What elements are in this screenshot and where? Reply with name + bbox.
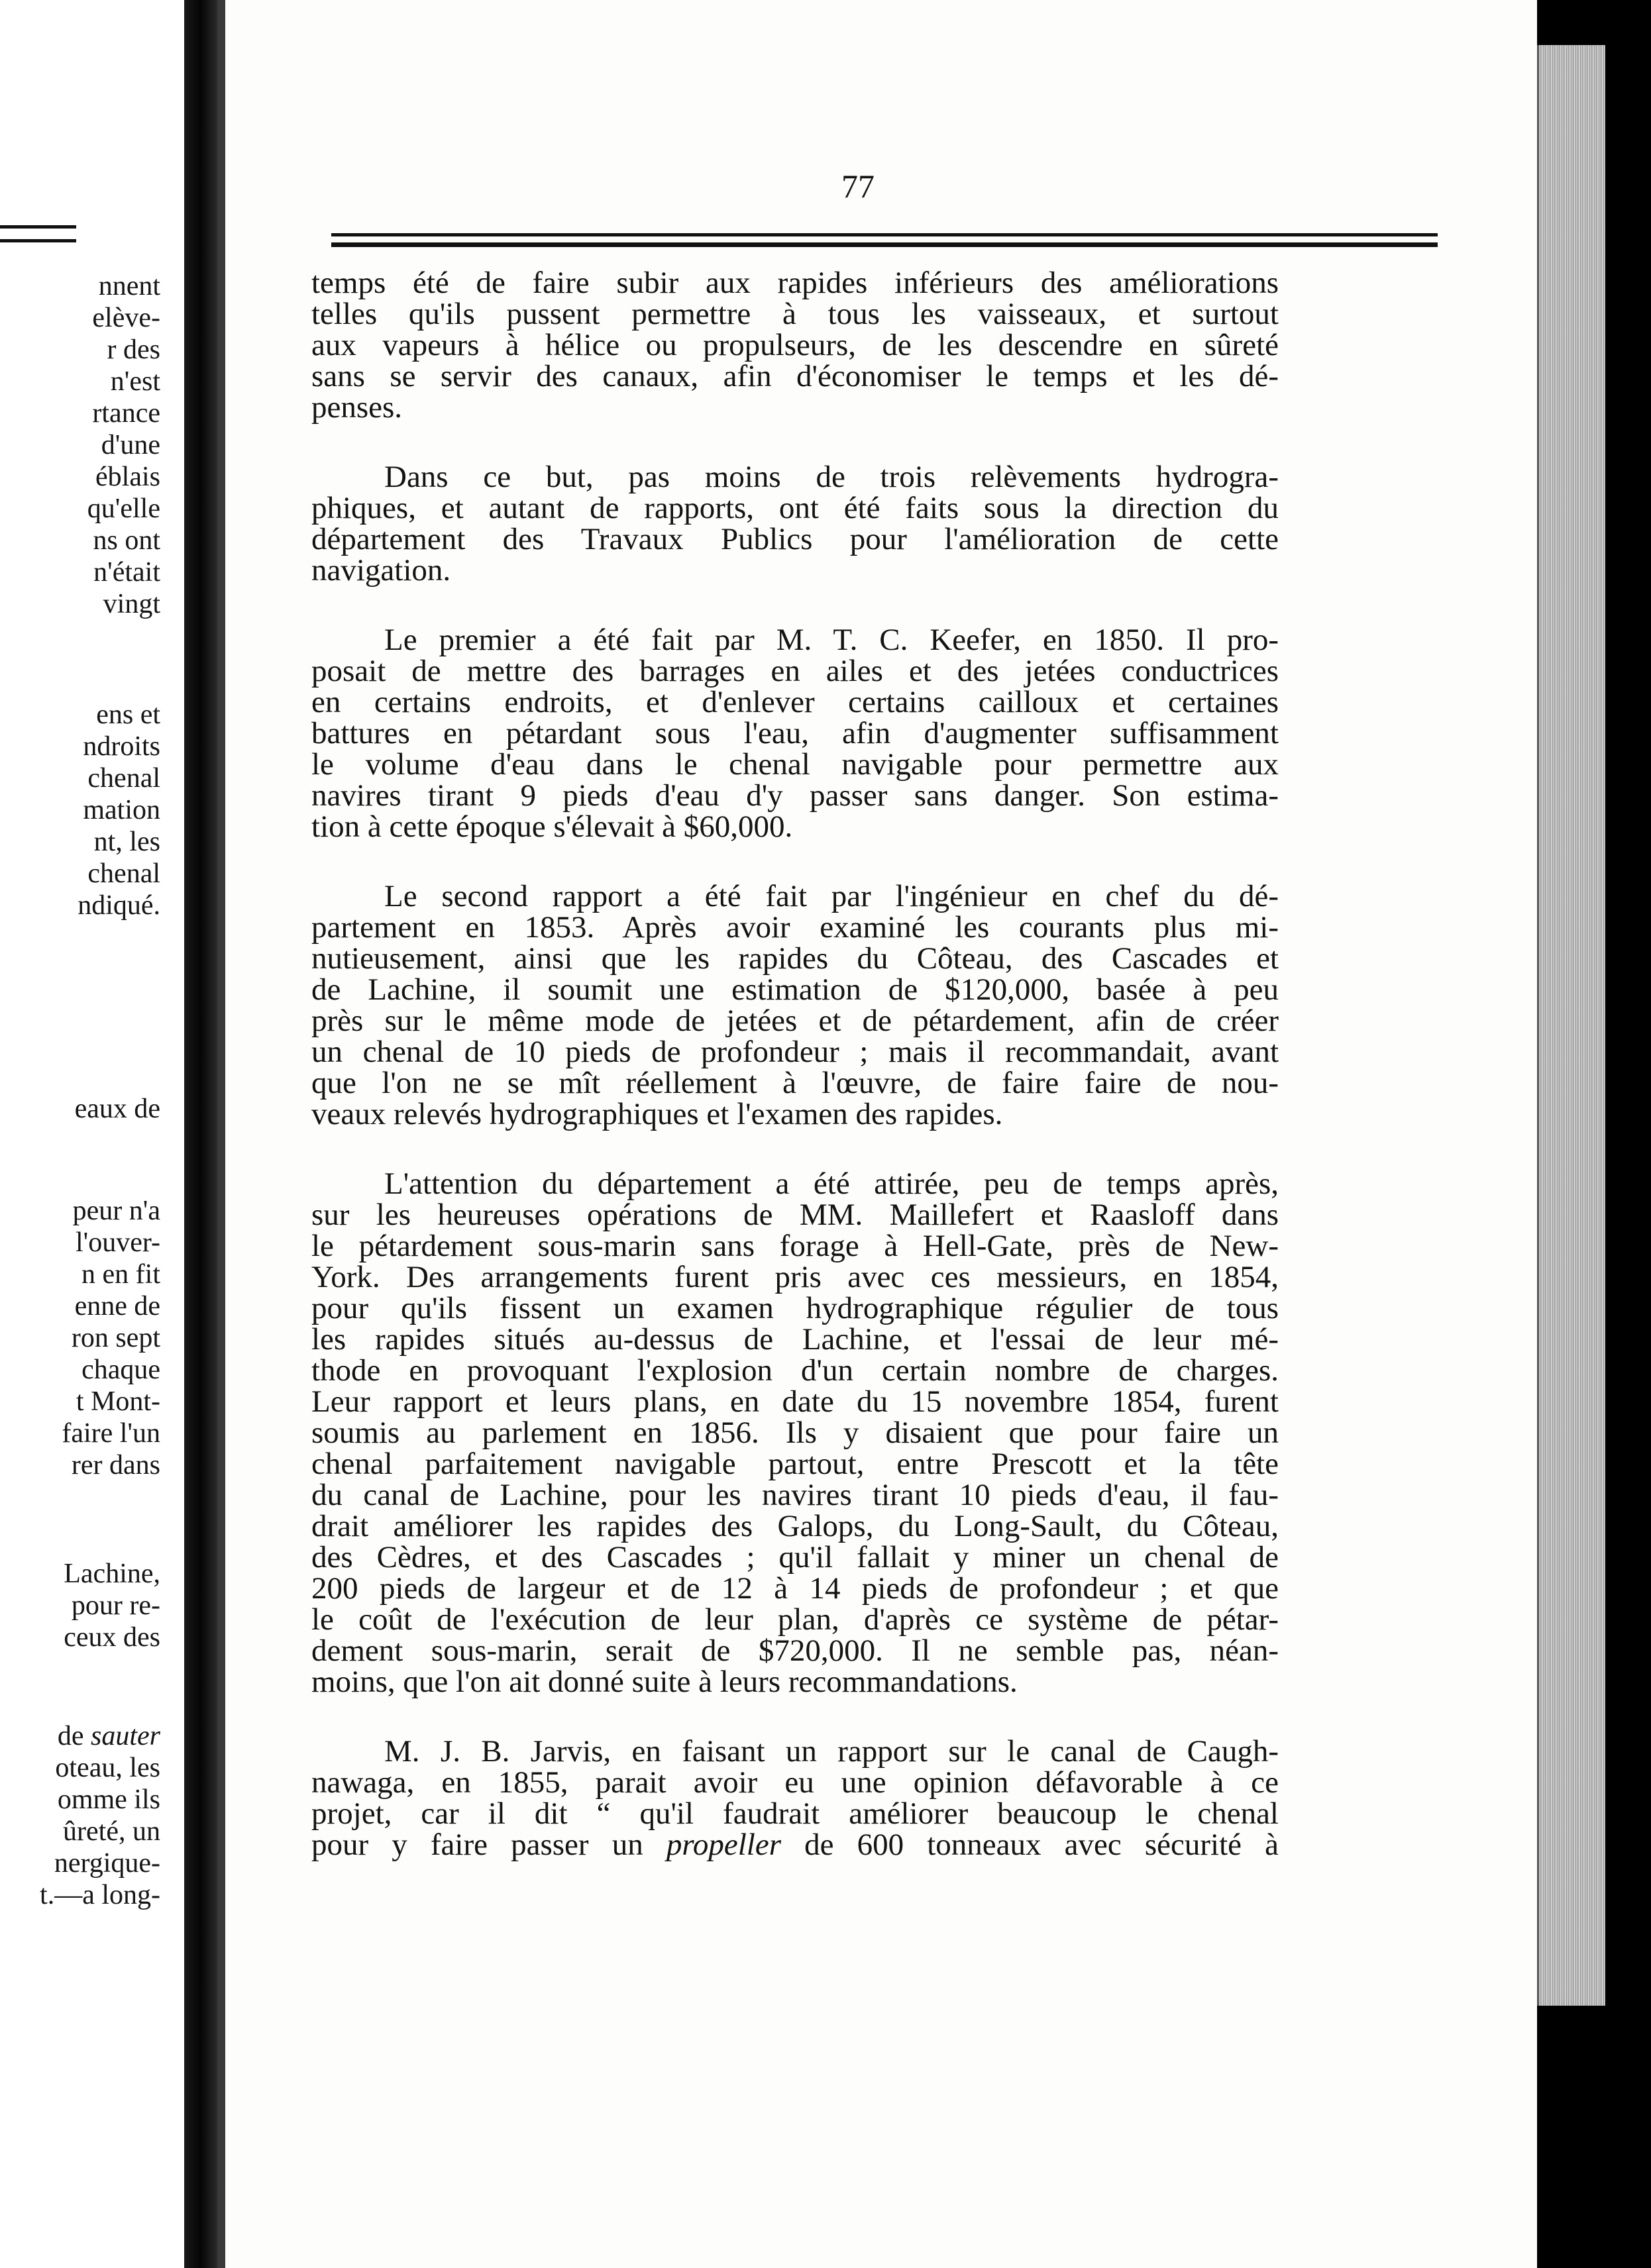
left-page-fragment: nnent (98, 271, 160, 301)
left-page-fragment: mation (83, 795, 160, 825)
left-header-rule (0, 225, 76, 242)
left-page-fragment: éblais (95, 462, 160, 492)
left-page-fragment: ceux des (64, 1622, 160, 1653)
text-line: L'attention du département a été attirée, peu de temps après, (384, 1166, 1279, 1201)
text-line: des Cèdres, et des Cascades ; qu'il fallait y miner un chenal de (311, 1540, 1279, 1574)
left-page-fragment: ûreté, un (63, 1816, 160, 1847)
text-line: chenal parfaitement navigable partout, entre Prescott et la tête (311, 1447, 1279, 1481)
left-page-fragment: nergique- (54, 1848, 160, 1879)
left-page-fragment: n'est (110, 366, 160, 397)
paragraph-1 (311, 268, 1279, 423)
text-line: thode en provoquant l'explosion d'un certain nombre de charges. (311, 1353, 1279, 1388)
left-page-fragment: rer dans (71, 1450, 160, 1480)
left-page-fragment: peur n'a (72, 1196, 160, 1226)
text-line: penses. (311, 390, 403, 425)
left-page-fragment: de sauter (57, 1721, 160, 1751)
header-rule-thin (331, 233, 1438, 236)
text-line: partement en 1853. Après avoir examiné les courants plus mi- (311, 910, 1279, 945)
left-page-fragment: eaux de (74, 1094, 160, 1124)
left-page-fragment: enne de (74, 1291, 160, 1321)
left-page-fragment: pour re- (71, 1590, 160, 1621)
left-page-fragment: ron sept (71, 1323, 160, 1353)
text-line: telles qu'ils pussent permettre à tous les vaisseaux, et surtout (311, 297, 1279, 331)
book-binding (184, 0, 217, 2268)
left-page-fragment: t.—a long- (40, 1880, 160, 1910)
text-line: drait améliorer les rapides des Galops, du Long-Sault, du Côteau, (311, 1509, 1279, 1543)
left-page-fragment: n'était (93, 557, 160, 588)
left-page-fragment: vingt (103, 589, 160, 619)
text-line: sur les heureuses opérations de MM. Maillefert et Raasloff dans (311, 1198, 1279, 1232)
italic-word: propeller (666, 1828, 782, 1862)
text-line: projet, car il dit “ qu'il faudrait améliorer beaucoup le chenal (311, 1796, 1279, 1831)
text-line: nutieusement, ainsi que les rapides du Côteau, des Cascades et (311, 941, 1279, 976)
text-line: dement sous-marin, serait de $720,000. Il ne semble pas, néan- (311, 1633, 1279, 1668)
text-line: phiques, et autant de rapports, ont été faits sous la direction du (311, 491, 1279, 525)
left-page-fragment: n en fit (81, 1259, 160, 1290)
left-page-fragment: t Mont- (76, 1386, 160, 1417)
left-page-fragment: rtance (92, 398, 160, 429)
text-line: le volume d'eau dans le chenal navigable pour permettre aux (311, 747, 1279, 782)
left-page-fragment: ens et (96, 699, 160, 730)
text-line: nawaga, en 1855, parait avoir eu une opinion défavorable à ce (311, 1765, 1279, 1800)
header-rule-thick (331, 242, 1438, 247)
text-line: navigation. (311, 553, 451, 588)
text-line: les rapides situés au-dessus de Lachine, et l'essai de leur mé- (311, 1322, 1279, 1357)
text-line: un chenal de 10 pieds de profondeur ; mais il recommandait, avant (311, 1035, 1279, 1069)
left-page-fragment: chenal (87, 858, 160, 889)
left-page-fragment: faire l'un (62, 1418, 160, 1449)
left-page-fragment: chenal (87, 763, 160, 794)
text-line: le pétardement sous-marin sans forage à Hell-Gate, près de New- (311, 1229, 1279, 1263)
left-page-fragment: omme ils (57, 1784, 160, 1815)
text-line: 200 pieds de largeur et de 12 à 14 pieds de profondeur ; et que (311, 1571, 1279, 1606)
page-edges (1537, 45, 1605, 2006)
text-line: Dans ce but, pas moins de trois relèvements hydrogra- (384, 460, 1279, 494)
text-line: pour qu'ils fissent un examen hydrographique régulier de tous (311, 1291, 1279, 1325)
text-line: tion à cette époque s'élevait à $60,000. (311, 809, 793, 844)
text-line: le coût de l'exécution de leur plan, d'après ce système de pétar- (311, 1602, 1279, 1637)
text-line: Le second rapport a été fait par l'ingénieur en chef du dé- (384, 879, 1279, 913)
text-line: temps été de faire subir aux rapides inférieurs des améliorations (311, 266, 1279, 300)
text-line: sans se servir des canaux, afin d'économiser le temps et les dé- (311, 359, 1279, 393)
left-page-fragment: chaque (81, 1355, 160, 1385)
left-page-fragment: qu'elle (87, 493, 160, 524)
text-line: navires tirant 9 pieds d'eau d'y passer sans danger. Son estima- (311, 778, 1279, 813)
paragraph-3 (311, 625, 1279, 656)
paragraph-6 (311, 1736, 1279, 1767)
text-line: York. Des arrangements furent pris avec ces messieurs, en 1854, (311, 1260, 1279, 1294)
left-page-fragment: oteau, les (55, 1753, 160, 1783)
text-line: en certains endroits, et d'enlever certains cailloux et certaines (311, 685, 1279, 719)
text-line: battures en pétardant sous l'eau, afin d'augmenter suffisamment (311, 716, 1279, 750)
text-line: Le premier a été fait par M. T. C. Keefer, en 1850. Il pro- (384, 623, 1279, 657)
page-number: 77 (841, 168, 875, 205)
text-line: que l'on ne se mît réellement à l'œuvre, de faire faire de nou- (311, 1066, 1279, 1100)
text-line-italic-word (311, 1830, 1279, 1861)
body-text (311, 268, 1279, 1861)
text-line: moins, que l'on ait donné suite à leurs recommandations. (311, 1665, 1018, 1699)
text-line: près sur le même mode de jetées et de pétardement, afin de créer (311, 1004, 1279, 1038)
paragraph-2 (311, 462, 1279, 493)
text-segment: pour y faire passer un (311, 1828, 666, 1862)
left-page-fragment: ndiqué. (78, 890, 160, 921)
left-page-fragment: d'une (101, 430, 160, 460)
left-page-fragment: nt, les (93, 827, 160, 857)
text-line: M. J. B. Jarvis, en faisant un rapport sur le canal de Caugh- (384, 1734, 1279, 1769)
left-page-fragment: ns ont (93, 525, 160, 556)
binding-edge (217, 0, 225, 2268)
left-page-fragment: l'ouver- (75, 1227, 160, 1258)
left-page-fragment: ndroits (83, 731, 160, 762)
text-line: aux vapeurs à hélice ou propulseurs, de les descendre en sûreté (311, 328, 1279, 362)
left-facing-page (0, 0, 184, 2268)
text-segment: de 600 tonneaux avec sécurité à (781, 1828, 1279, 1862)
paragraph-4 (311, 881, 1279, 912)
left-page-fragment: elève- (92, 303, 160, 333)
text-line: veaux relevés hydrographiques et l'examen des rapides. (311, 1097, 1003, 1131)
left-page-fragment: Lachine, (64, 1559, 160, 1589)
text-line: du canal de Lachine, pour les navires tirant 10 pieds d'eau, il fau- (311, 1478, 1279, 1512)
left-page-fragment: r des (107, 335, 160, 365)
text-line: département des Travaux Publics pour l'amélioration de cette (311, 522, 1279, 556)
text-line: soumis au parlement en 1856. Ils y disaient que pour faire un (311, 1416, 1279, 1450)
text-line: Leur rapport et leurs plans, en date du 15 novembre 1854, furent (311, 1384, 1279, 1419)
text-line: posait de mettre des barrages en ailes et des jetées conductrices (311, 654, 1279, 688)
italic-word: sauter (91, 1721, 160, 1751)
paragraph-5 (311, 1168, 1279, 1200)
text-line: de Lachine, il soumit une estimation de $120,000, basée à peu (311, 972, 1279, 1007)
